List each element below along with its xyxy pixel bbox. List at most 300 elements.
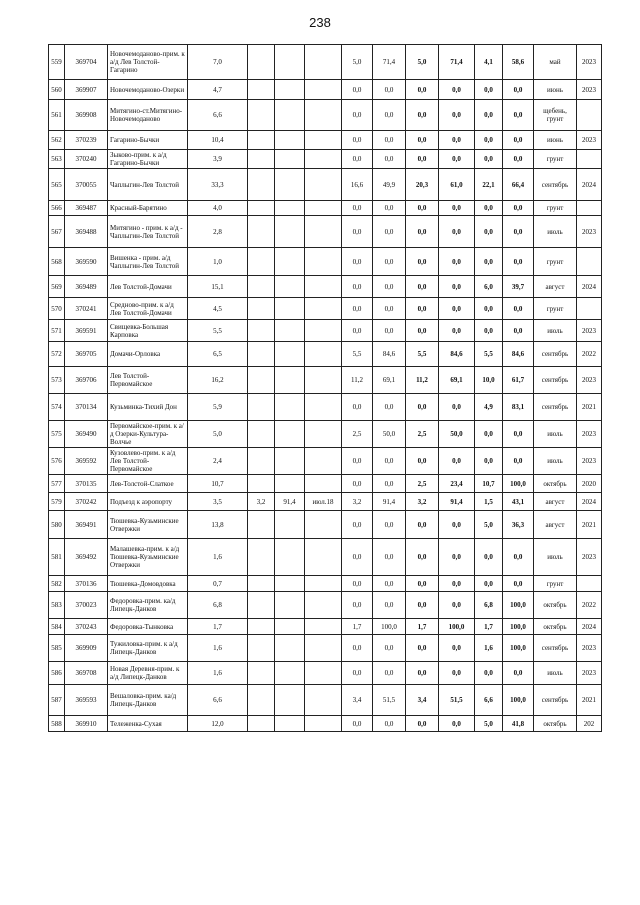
col-6 [275,100,305,131]
col-6 [275,511,305,539]
col-8: 1,7 [342,619,373,635]
col-6 [275,276,305,298]
row-number: 582 [49,576,65,592]
col-13: 66,4 [503,169,534,201]
col-11: 23,4 [439,475,475,493]
road-code: 369592 [65,448,108,475]
road-name: Свищевка-Большая Карповка [108,320,188,342]
page-number: 238 [309,15,331,30]
road-length: 33,3 [188,169,248,201]
road-length: 1,7 [188,619,248,635]
col-9: 0,0 [373,662,406,685]
col-6 [275,394,305,421]
month-cell: июль [534,662,577,685]
col-11: 0,0 [439,576,475,592]
col-9: 0,0 [373,475,406,493]
col-10: 0,0 [406,80,439,100]
col-5 [248,298,275,320]
col-8: 0,0 [342,298,373,320]
year-cell [577,298,602,320]
col-10: 0,0 [406,201,439,216]
year-cell: 2023 [577,448,602,475]
month-cell: июль [534,539,577,576]
month-cell: сентябрь [534,635,577,662]
col-8: 0,0 [342,248,373,276]
col-8: 0,0 [342,511,373,539]
col-9: 0,0 [373,320,406,342]
month-cell: август [534,276,577,298]
col-12: 4,9 [475,394,503,421]
table-row [49,716,602,732]
road-code: 370242 [65,493,108,511]
col-10: 0,0 [406,539,439,576]
table-row [49,169,602,201]
col-8: 0,0 [342,448,373,475]
col-10: 0,0 [406,298,439,320]
col-6 [275,592,305,619]
col-5 [248,619,275,635]
year-cell: 2022 [577,592,602,619]
col-10: 0,0 [406,131,439,150]
col-7 [305,421,342,448]
col-13: 61,7 [503,367,534,394]
col-10: 0,0 [406,576,439,592]
col-10: 2,5 [406,421,439,448]
year-cell: 2023 [577,662,602,685]
col-7 [305,45,342,80]
row-number: 580 [49,511,65,539]
col-6 [275,716,305,732]
col-7 [305,539,342,576]
col-10: 0,0 [406,511,439,539]
col-6 [275,320,305,342]
year-cell: 2023 [577,216,602,248]
row-number: 586 [49,662,65,685]
col-8: 0,0 [342,201,373,216]
road-code: 369488 [65,216,108,248]
col-8: 0,0 [342,100,373,131]
col-5 [248,276,275,298]
road-code: 369706 [65,367,108,394]
col-7: июл.18 [305,493,342,511]
table-row [49,131,602,150]
road-code: 369590 [65,248,108,276]
table-row [49,635,602,662]
month-cell: октябрь [534,619,577,635]
year-cell: 2024 [577,276,602,298]
col-11: 0,0 [439,448,475,475]
month-cell: сентябрь [534,394,577,421]
col-6 [275,662,305,685]
col-7 [305,216,342,248]
col-10: 0,0 [406,248,439,276]
road-length: 6,6 [188,100,248,131]
col-9: 51,5 [373,685,406,716]
road-length: 12,0 [188,716,248,732]
col-7 [305,635,342,662]
year-cell: 2024 [577,493,602,511]
col-10: 0,0 [406,662,439,685]
road-name: Гагарино-Бычки [108,131,188,150]
col-7 [305,367,342,394]
col-6 [275,201,305,216]
col-7 [305,592,342,619]
road-length: 7,0 [188,45,248,80]
year-cell: 2021 [577,394,602,421]
year-cell [577,201,602,216]
col-7 [305,619,342,635]
year-cell [577,576,602,592]
col-13: 0,0 [503,576,534,592]
col-9: 0,0 [373,448,406,475]
col-13: 0,0 [503,448,534,475]
col-10: 0,0 [406,592,439,619]
row-number: 574 [49,394,65,421]
col-10: 5,0 [406,45,439,80]
row-number: 563 [49,150,65,169]
col-11: 84,6 [439,342,475,367]
col-9: 91,4 [373,493,406,511]
col-5 [248,150,275,169]
col-5 [248,511,275,539]
col-13: 0,0 [503,662,534,685]
col-12: 5,0 [475,716,503,732]
col-12: 6,8 [475,592,503,619]
month-cell: грунт [534,248,577,276]
year-cell: 2023 [577,367,602,394]
row-number: 559 [49,45,65,80]
row-number: 560 [49,80,65,100]
col-12: 0,0 [475,539,503,576]
table-row [49,216,602,248]
month-cell: июль [534,421,577,448]
month-cell: июнь [534,80,577,100]
road-name: Новая Деревня-прим. к а/д Липецк-Данков [108,662,188,685]
col-8: 0,0 [342,394,373,421]
col-11: 100,0 [439,619,475,635]
col-6 [275,367,305,394]
col-9: 0,0 [373,511,406,539]
col-10: 20,3 [406,169,439,201]
col-9: 0,0 [373,150,406,169]
col-5 [248,635,275,662]
col-6: 91,4 [275,493,305,511]
col-11: 0,0 [439,592,475,619]
col-5 [248,216,275,248]
table-row [49,248,602,276]
col-13: 0,0 [503,201,534,216]
row-number: 585 [49,635,65,662]
year-cell: 2023 [577,45,602,80]
road-length: 1,6 [188,539,248,576]
table-row [49,150,602,169]
col-11: 0,0 [439,276,475,298]
table-row [49,45,602,80]
col-12: 0,0 [475,100,503,131]
col-11: 0,0 [439,248,475,276]
col-12: 10,0 [475,367,503,394]
col-8: 0,0 [342,539,373,576]
col-6 [275,298,305,320]
col-7 [305,248,342,276]
col-7 [305,298,342,320]
col-12: 0,0 [475,131,503,150]
col-11: 0,0 [439,539,475,576]
col-11: 71,4 [439,45,475,80]
col-11: 0,0 [439,131,475,150]
table-row [49,80,602,100]
col-9: 0,0 [373,276,406,298]
table-row [49,448,602,475]
col-10: 0,0 [406,320,439,342]
table-row [49,276,602,298]
col-12: 0,0 [475,576,503,592]
col-12: 22,1 [475,169,503,201]
col-11: 91,4 [439,493,475,511]
road-name: Тужиловка-прим. к а/д Липецк-Данков [108,635,188,662]
road-length: 3,9 [188,150,248,169]
road-name: Митягино-ст.Митягино-Новочемоданово [108,100,188,131]
table-row [49,367,602,394]
col-8: 0,0 [342,80,373,100]
col-6 [275,131,305,150]
col-10: 0,0 [406,276,439,298]
col-7 [305,448,342,475]
month-cell: октябрь [534,475,577,493]
col-9: 0,0 [373,80,406,100]
row-number: 572 [49,342,65,367]
col-11: 0,0 [439,298,475,320]
col-12: 0,0 [475,150,503,169]
col-8: 0,0 [342,131,373,150]
road-code: 369591 [65,320,108,342]
col-8: 3,4 [342,685,373,716]
col-12: 1,5 [475,493,503,511]
year-cell: 2023 [577,539,602,576]
col-8: 0,0 [342,576,373,592]
road-name: Подъезд к аэропорту [108,493,188,511]
road-length: 5,5 [188,320,248,342]
roads-table [48,44,602,732]
row-number: 571 [49,320,65,342]
table-row [49,320,602,342]
road-code: 369593 [65,685,108,716]
col-12: 10,7 [475,475,503,493]
col-9: 100,0 [373,619,406,635]
col-5 [248,248,275,276]
col-7 [305,475,342,493]
col-13: 43,1 [503,493,534,511]
col-11: 0,0 [439,716,475,732]
col-10: 0,0 [406,635,439,662]
road-length: 6,5 [188,342,248,367]
col-11: 0,0 [439,662,475,685]
table-row [49,421,602,448]
road-length: 1,6 [188,662,248,685]
col-12: 1,6 [475,635,503,662]
table-row [49,342,602,367]
road-code: 369490 [65,421,108,448]
road-code: 369907 [65,80,108,100]
month-cell: июль [534,448,577,475]
col-6 [275,216,305,248]
col-12: 0,0 [475,421,503,448]
row-number: 584 [49,619,65,635]
year-cell: 2023 [577,320,602,342]
month-cell: август [534,493,577,511]
year-cell: 2023 [577,80,602,100]
col-9: 50,0 [373,421,406,448]
col-13: 58,6 [503,45,534,80]
month-cell: сентябрь [534,342,577,367]
col-13: 100,0 [503,475,534,493]
col-5 [248,342,275,367]
col-7 [305,276,342,298]
col-12: 4,1 [475,45,503,80]
col-7 [305,131,342,150]
col-9: 0,0 [373,716,406,732]
col-8: 11,2 [342,367,373,394]
row-number: 568 [49,248,65,276]
col-9: 0,0 [373,248,406,276]
row-number: 583 [49,592,65,619]
col-7 [305,662,342,685]
col-9: 0,0 [373,100,406,131]
road-name: Тюшевка-Кузьминские Отвержки [108,511,188,539]
road-length: 1,0 [188,248,248,276]
col-5 [248,421,275,448]
table-row [49,619,602,635]
col-13: 100,0 [503,685,534,716]
road-code: 369910 [65,716,108,732]
col-9: 69,1 [373,367,406,394]
road-length: 1,6 [188,635,248,662]
col-13: 0,0 [503,320,534,342]
col-12: 0,0 [475,448,503,475]
road-code: 369705 [65,342,108,367]
col-12: 0,0 [475,201,503,216]
row-number: 588 [49,716,65,732]
road-code: 370243 [65,619,108,635]
col-11: 51,5 [439,685,475,716]
road-name: Новочемоданово-Озерки [108,80,188,100]
col-5 [248,169,275,201]
road-name: Тюшевка-Домовдовка [108,576,188,592]
col-6 [275,619,305,635]
road-name: Лев Толстой-Домачи [108,276,188,298]
col-5 [248,592,275,619]
road-name: Чаплыгин-Лев Толстой [108,169,188,201]
road-name: Красный-Барятино [108,201,188,216]
col-13: 0,0 [503,80,534,100]
row-number: 575 [49,421,65,448]
col-8: 0,0 [342,276,373,298]
col-5 [248,394,275,421]
col-11: 0,0 [439,635,475,662]
col-10: 0,0 [406,216,439,248]
row-number: 581 [49,539,65,576]
year-cell: 2020 [577,475,602,493]
col-6 [275,635,305,662]
table-row [49,475,602,493]
col-9: 0,0 [373,131,406,150]
row-number: 566 [49,201,65,216]
col-5 [248,80,275,100]
col-9: 84,6 [373,342,406,367]
col-9: 0,0 [373,592,406,619]
row-number: 576 [49,448,65,475]
table-row [49,576,602,592]
col-9: 0,0 [373,635,406,662]
col-13: 41,8 [503,716,534,732]
year-cell: 2023 [577,421,602,448]
col-8: 0,0 [342,216,373,248]
col-7 [305,576,342,592]
col-12: 5,0 [475,511,503,539]
road-name: Тележенка-Сухая [108,716,188,732]
table-row [49,394,602,421]
col-7 [305,201,342,216]
col-10: 3,4 [406,685,439,716]
road-code: 369492 [65,539,108,576]
month-cell: сентябрь [534,685,577,716]
road-length: 16,2 [188,367,248,394]
year-cell: 2024 [577,169,602,201]
road-length: 5,0 [188,421,248,448]
col-13: 36,3 [503,511,534,539]
road-name: Федоровка-Тынковка [108,619,188,635]
col-11: 61,0 [439,169,475,201]
col-12: 0,0 [475,248,503,276]
col-6 [275,448,305,475]
col-13: 0,0 [503,298,534,320]
month-cell: сентябрь [534,169,577,201]
col-7 [305,150,342,169]
month-cell: грунт [534,150,577,169]
road-name: Кузьминка-Тихий Дон [108,394,188,421]
col-7 [305,511,342,539]
row-number: 577 [49,475,65,493]
road-code: 370134 [65,394,108,421]
year-cell: 2021 [577,685,602,716]
col-8: 0,0 [342,475,373,493]
col-5 [248,201,275,216]
col-9: 0,0 [373,394,406,421]
col-8: 0,0 [342,635,373,662]
col-13: 0,0 [503,131,534,150]
col-5 [248,131,275,150]
col-7 [305,685,342,716]
table-row [49,685,602,716]
year-cell [577,100,602,131]
table-row [49,511,602,539]
road-code: 370055 [65,169,108,201]
col-5 [248,100,275,131]
col-9: 0,0 [373,216,406,248]
col-13: 0,0 [503,248,534,276]
col-13: 0,0 [503,150,534,169]
col-5: 3,2 [248,493,275,511]
row-number: 587 [49,685,65,716]
col-9: 0,0 [373,539,406,576]
col-11: 0,0 [439,150,475,169]
row-number: 567 [49,216,65,248]
month-cell: грунт [534,298,577,320]
col-10: 5,5 [406,342,439,367]
col-9: 0,0 [373,576,406,592]
col-7 [305,716,342,732]
month-cell: июль [534,320,577,342]
